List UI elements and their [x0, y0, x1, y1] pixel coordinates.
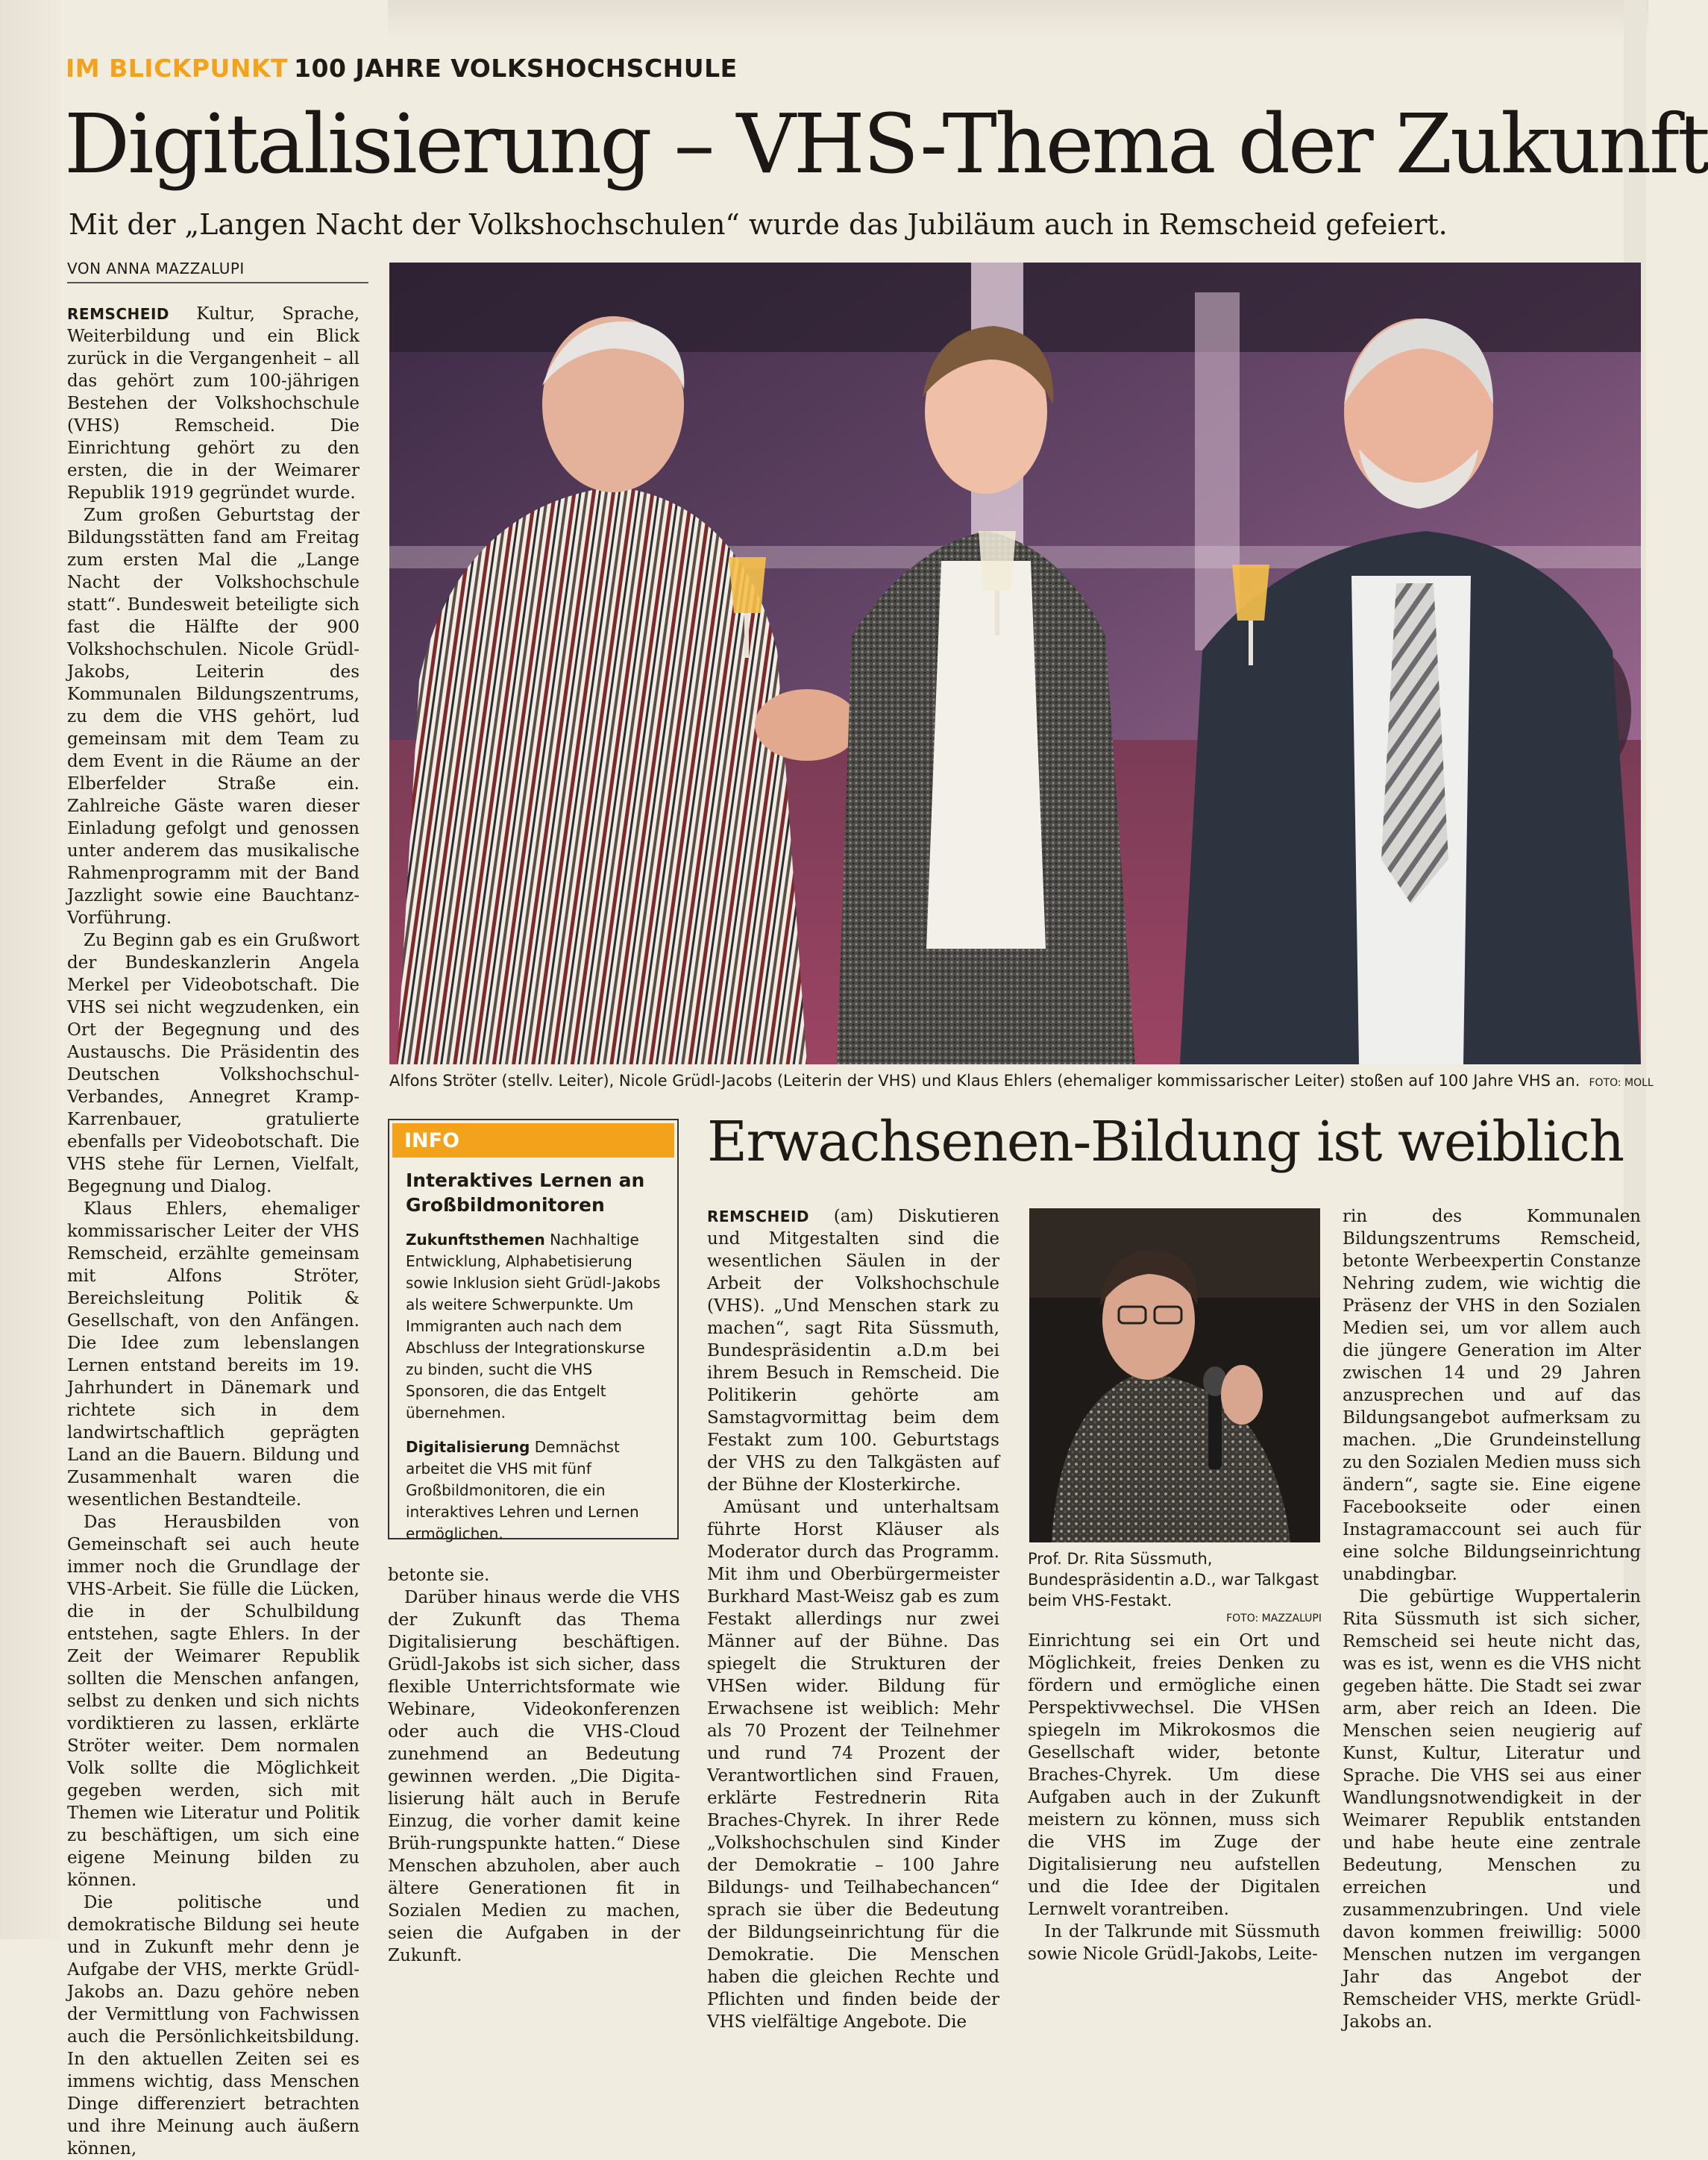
info-label: INFO [404, 1129, 460, 1152]
main-photo-illustration [389, 263, 1641, 1064]
article-paragraph: Die politische und demokratische Bildung sei heute und in Zukunft mehr denn je Aufgabe der VHS, merkte Grüdl-Jakobs an. Dazu gehöre neben der Vermittlung von Fachwissen auch die Persönlichkeitsbildung. In den aktuellen Zeiten sei es immens wichtig, dass Menschen Dinge differenziert betrachten und ihre Meinung auch äußern können, [67, 1893, 360, 2159]
small-photo-illustration [1029, 1208, 1320, 1542]
byline: VON ANNA MAZZALUPI [67, 260, 245, 277]
sub-headline: Mit der „Langen Nacht der Volkshochschulen“ wurde das Jubiläum auch in Remscheid gefeiert. [69, 208, 1448, 241]
main-headline: Digitalisierung – VHS-Thema der Zukunft [64, 96, 1708, 192]
dateline: REMSCHEID [67, 305, 169, 323]
article-paragraph: In der Talkrunde mit Süssmuth sowie Nicole Grüdl-Jakobs, Leite- [1028, 1922, 1320, 1964]
main-photo [389, 263, 1641, 1064]
article-paragraph: Zu Beginn gab es ein Grußwort der Bundeskanzlerin Angela Merkel per Videobotschaft. Die VHS sei nicht wegzudenken, ein Ort der Begegnung und des Austauschs. Die Präsidentin des Deutschen Volkshochschul-Verbandes, Annegret Kramp-Karrenbauer, gratulierte ebenfalls per Videobotschaft. Die VHS stehe für Lernen, Vielfalt, Begegnung und Dialog. [67, 931, 360, 1196]
article-paragraph: Einrichtung sei ein Ort und Möglichkeit, freies Denken zu fördern und ermögliche einen Perspektivwechsel. Die VHSen spiegeln im Mikrokosmos die Gesellschaft wider, betonte Braches-Chyrek. Um diese Aufgaben auch in der Zukunft meistern zu können, muss sich die VHS im Zuge der Digitalisierung neu aufstellen und die Idee der Digitalen Lernwelt vorantreiben. [1028, 1631, 1320, 1919]
adjacent-page-edge-left [0, 0, 61, 1939]
info-header [392, 1123, 674, 1158]
small-photo-caption [1028, 1548, 1322, 1626]
small-photo [1029, 1208, 1320, 1542]
kicker-subject: 100 JAHRE VOLKSHOCHSCHULE [294, 54, 738, 83]
info-item-text: Nachhaltige Entwicklung, Alphabetisierung sowie Inklusion sieht Grüdl-Jakobs als weitere Schwerpunkte. Um Immigranten auch nach dem Abschluss der Integrationskurse zu binden, sucht die VHS Sponsoren, die das Entgelt übernehmen. [406, 1231, 661, 1422]
small-photo-caption-text: Prof. Dr. Rita Süssmuth, Bundespräsidentin a.D., war Talkgast beim VHS-Festakt. [1028, 1550, 1319, 1610]
article-paragraph: Amüsant und unterhaltsam führte Horst Kläuser als Moderator durch das Programm. Mit ihm und Oberbürgermeister Burkhard Mast-Weisz gab es zum Festakt allerdings nur zwei Männer auf der Bühne. Das spiegelt die Strukturen der VHSen wider. Bildung für Erwachsene ist weiblich: Mehr als 70 Prozent der Teilnehmer und rund 74 Prozent der Verantwortlichen sind Frauen, erklärte Festrednerin Rita Braches-Chyrek. In ihrer Rede „Volkshochschulen sind Kinder der Demokratie – 100 Jahre Bildungs- und Teilhabechancen“ sprach sie über die Bedeutung der Bildungseinrichtung für die Demokratie. Die Menschen haben die gleichen Rechte und Pflichten und finden beide der VHS vielfältige Angebote. Die [707, 1498, 999, 2032]
byline-rule [67, 282, 368, 283]
info-item-text: Demnächst arbeitet die VHS mit fünf Großbildmonitoren, die ein interaktives Lehren und Lernen ermöglichen. [406, 1438, 639, 1542]
article-paragraph: Das Herausbilden von Gemeinschaft sei auch heute immer noch die Grundlage der VHS-Arbeit. Sie fülle die Lücken, die in der Schulbildung entstehen, sagte Ehlers. In der Zeit der Weimarer Republik sollten die Menschen anfangen, selbst zu denken und sich nichts vordiktieren zu lassen, erklärte Ströter weiter. Dem normalen Volk sollte die Möglichkeit gegeben werden, sich mit Themen wie Literatur und Politik zu beschäftigen, um sich eine eigene Meinung bilden zu können. [67, 1513, 360, 1890]
info-box [388, 1119, 679, 1542]
info-title: Interaktives Lernen an Großbildmonitoren [406, 1170, 645, 1216]
article-paragraph: Darüber hinaus werde die VHS der Zukunft das Thema Digitalisierung beschäftigen. Grüdl-Jakobs ist sich sicher, dass flexible Unterrichtsformate wie Webinare, Videokonferenzen oder auch die VHS-Cloud zunehmend an Bedeutung gewinnen werden. „Die Digita-lisierung hält auch in Berufe Einzug, die vorher damit keine Brüh-rungspunkte hatten.“ Diese Menschen abzuholen, aber auch ältere Generationen fit in Sozialen Medien zu machen, seien die Aufgaben in der Zukunft. [388, 1588, 680, 1965]
section-kicker [66, 54, 738, 83]
article-paragraph: betonte sie. [388, 1566, 490, 1585]
info-item-future-topics [406, 1229, 667, 1424]
adjacent-page-edge-top [388, 0, 1648, 39]
small-photo-credit: FOTO: MAZZALUPI [1226, 1613, 1322, 1624]
second-article-column-3 [1343, 1205, 1641, 2032]
article-paragraph: Klaus Ehlers, ehemaliger kommissarischer Leiter der VHS Remscheid, erzählte gemeinsam mit Alfons Ströter, Bereichsleitung Politik & Gesellschaft, von den Anfängen. Die Idee zum lebenslangen Lernen entstand bereits im 19. Jahrhundert in Dänemark und richtete sich in dem landwirtschaftlich geprägten Land an die Bauern. Bildung und Zusammenhalt waren die wesentlichen Bestandteile. [67, 1199, 360, 1510]
article-paragraph: rin des Kommunalen Bildungszentrums Remscheid, betonte Werbeexpertin Constanze Nehring zudem, wie wichtig die Präsenz der VHS in den Sozialen Medien sei, um vor allem auch die jüngere Generation im Alter zwischen 14 und 29 Jahren anzusprechen und auf das Bildungsangebot aufmerksam zu machen. „Die Grundeinstellung zu den Sozialen Medien muss sich ändern“, sagte sie. Eine eigene Facebookseite oder einen Instagramaccount sei auch für eine solche Bildungseinrichtung unabdingbar. [1343, 1207, 1641, 1584]
main-photo-caption [389, 1072, 1654, 1090]
second-article-column-2 [1028, 1630, 1320, 1964]
article-paragraph: REMSCHEID (am) Diskutieren und Mitgestalten sind die wesentlichen Säulen in der Arbeit der Volkshochschule (VHS). „Und Menschen stark zu machen“, sagt Rita Süssmuth, Bundespräsidentin a.D.m bei ihrem Besuch in Remscheid. Die Politikerin gehörte am Samstagvormittag beim dem Festakt zum 100. Geburtstags der VHS zu den Talkgästen auf der Bühne der Klosterkirche. [707, 1207, 999, 1495]
info-item-head: Digitalisierung [406, 1438, 530, 1456]
article-paragraph: Zum großen Geburtstag der Bildungsstätten fand am Freitag zum ersten Mal die „Lange Nacht der Volkshochschule statt“. Bundesweit beteiligte sich fast die Hälfte der 900 Volkshochschulen. Nicole Grüdl-Jakobs, Leiterin des Kommunalen Bildungszentrums, zu dem die VHS gehört, lud gemeinsam mit dem Team zu dem Event in die Räume an der Elberfelder Straße ein. Zahlreiche Gäste waren dieser Einladung gefolgt und genossen unter anderem das musikalische Rahmenprogramm mit der Band Jazzlight sowie eine Bauchtanz-Vorführung. [67, 506, 360, 928]
main-photo-caption-text: Alfons Ströter (stellv. Leiter), Nicole Grüdl-Jacobs (Leiterin der VHS) und Klaus Ehlers (ehemaliger kommissarischer Leiter) stoßen auf 100 Jahre VHS an. [389, 1072, 1580, 1090]
second-headline: Erwachsenen-Bildung ist weiblich [707, 1110, 1624, 1174]
info-item-head: Zukunftsthemen [406, 1231, 545, 1249]
dateline: REMSCHEID [707, 1208, 809, 1225]
info-item-digitalization [406, 1437, 667, 1545]
kicker-topic: IM BLICKPUNKT [66, 54, 289, 83]
main-photo-credit: FOTO: MOLL [1589, 1077, 1654, 1089]
article-paragraph: Die gebürtige Wuppertalerin Rita Süssmuth ist sich sicher, Remscheid sei heute nicht das, was es ist, wenn es die VHS nicht gegeben hätte. Die Stadt sei zwar arm, aber reich an Ideen. Die Menschen seien neugierig auf Kunst, Kultur, Literatur und Sprache. Die VHS sei aus einer Wandlungsnotwendigkeit in der Weimarer Republik entstanden und habe heute eine zentrale Bedeutung, Menschen zu erreichen und zusammenzubringen. Und viele davon kommen freiwillig: 5000 Menschen nutzen im vergangen Jahr das Angebot der Remscheider VHS, merkte Grüdl-Jakobs an. [1343, 1587, 1641, 2032]
main-article-column-2 [388, 1564, 680, 1965]
main-article-column-1 [67, 303, 360, 2159]
second-article-column-1 [707, 1205, 999, 2032]
article-paragraph: REMSCHEID Kultur, Sprache, Weiterbildung und ein Blick zurück in die Vergangenheit – all das gehört zum 100-jährigen Bestehen der Volkshochschule (VHS) Remscheid. Die Einrichtung gehört zu den ersten, die in der Weimarer Republik 1919 gegründet wurde. [67, 304, 360, 503]
